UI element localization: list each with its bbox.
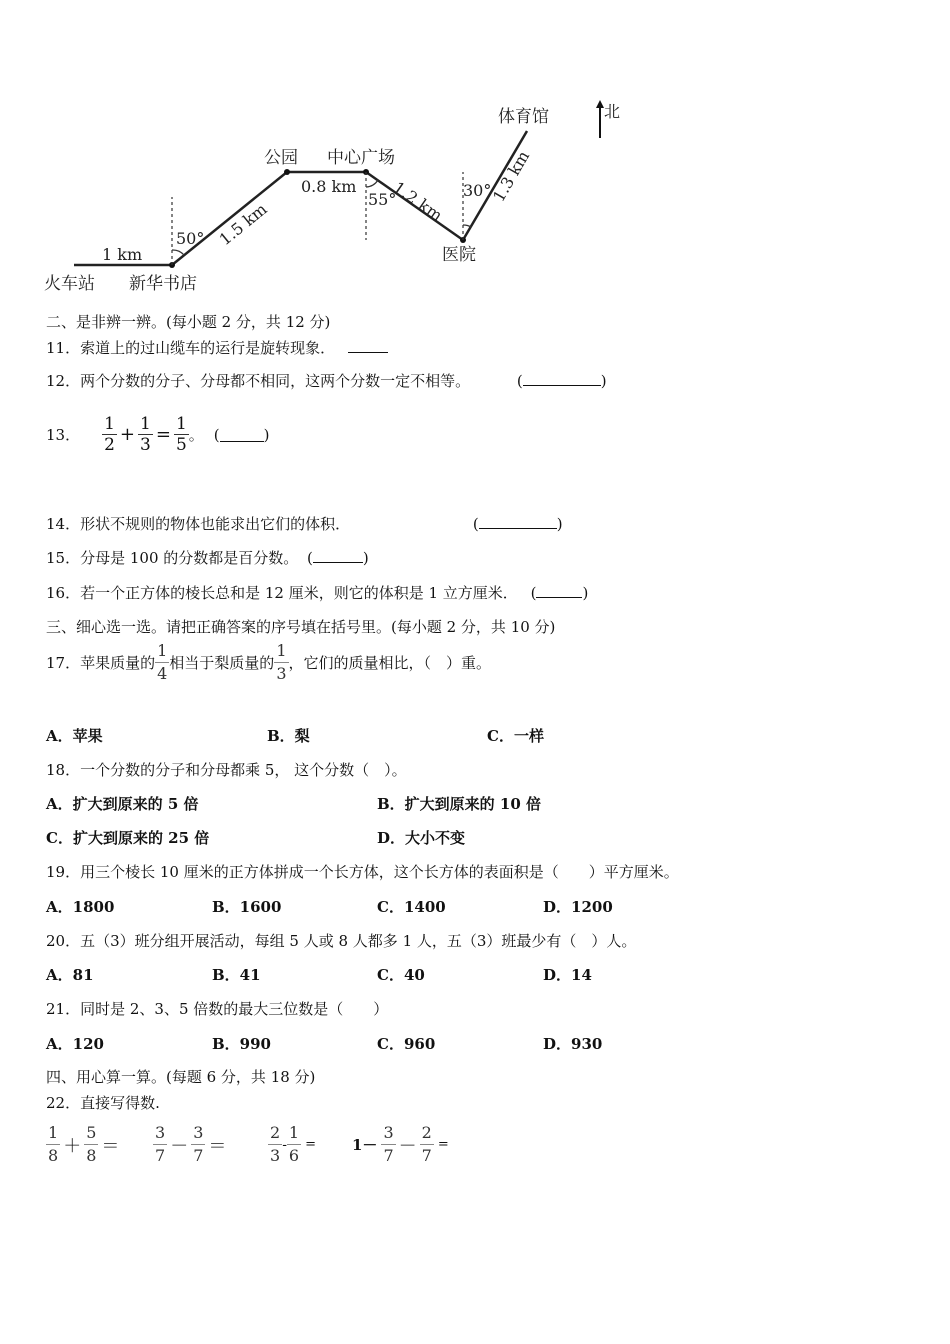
option-d[interactable]: D．大小不变	[377, 829, 466, 847]
question-text: 分母是 100 的分数都是百分数。	[80, 549, 299, 567]
paren-close: )	[600, 372, 607, 390]
question-number: 15．	[46, 549, 81, 567]
question-number: 20．	[46, 932, 81, 950]
equals-sign: =	[155, 424, 171, 445]
station-stadium: 体育馆	[498, 107, 549, 127]
option-d[interactable]: D．930	[543, 1035, 603, 1053]
question-text: 用三个棱长 10 厘米的正方体拼成一个长方体，这个长方体的表面积是（ ）平方厘米。	[80, 863, 679, 881]
fraction: 3 7	[155, 1123, 166, 1165]
expression-4	[352, 1122, 449, 1167]
question-text: 一个分数的分子和分母都乘 5， 这个分数（ ）。	[80, 761, 407, 779]
fraction: $\frac{1}{3}$	[140, 414, 151, 455]
question-19	[46, 861, 679, 882]
fraction: $\frac{1}{6}$	[288, 1123, 300, 1165]
distance-label: 1.5 km	[215, 199, 271, 250]
question-number: 12．	[46, 372, 81, 390]
paren-open: (	[530, 584, 537, 602]
paren-open: (	[516, 372, 523, 390]
route-map	[0, 90, 700, 305]
north-label: 北	[604, 102, 621, 121]
operator: －	[398, 1135, 417, 1157]
question-text: 五（3）班分组开展活动，每组 5 人或 8 人都多 1 人，五（3）班最少有（ ）人。	[80, 932, 637, 950]
fraction: 5 8	[86, 1123, 97, 1165]
option-c[interactable]: C．一样	[487, 727, 544, 745]
option-c[interactable]: C．扩大到原来的 25 倍	[46, 829, 210, 847]
station-hospital: 医院	[442, 245, 476, 265]
question-number: 13．	[46, 426, 81, 444]
distance-label: 1.2 km	[389, 177, 446, 226]
angle-arc	[172, 250, 184, 255]
expression-2	[153, 1122, 229, 1167]
answer-blank[interactable]	[523, 371, 601, 386]
answer-blank[interactable]	[220, 427, 264, 442]
angle-label: 30°	[463, 181, 492, 200]
question-number: 18．	[46, 761, 81, 779]
north-arrow-head	[596, 100, 604, 108]
angle-arc	[366, 180, 378, 187]
question-number: 16．	[46, 584, 81, 602]
question-number: 11．	[46, 339, 81, 357]
option-b[interactable]: B．41	[212, 966, 261, 984]
section3-header: 三、细心选一选。请把正确答案的序号填在括号里。(每小题 2 分，共 10 分)	[46, 618, 556, 636]
question-text: 索道上的过山缆车的运行是旋转现象．	[80, 339, 336, 357]
fraction: $\frac{1}{2}$	[104, 414, 115, 455]
paren-open: (	[213, 425, 220, 444]
question-text: 若一个正方体的棱长总和是 12 厘米，则它的体积是 1 立方厘米．	[80, 584, 518, 602]
fraction: $\frac{1}{5}$	[175, 414, 187, 455]
question-number: 21．	[46, 1000, 81, 1018]
option-b[interactable]: B．1600	[212, 898, 282, 916]
question-text: 直接写得数.	[80, 1094, 160, 1112]
option-a[interactable]: A．扩大到原来的 5 倍	[46, 795, 199, 813]
distance-label: 0.8 km	[301, 177, 357, 196]
station-plaza: 中心广场	[327, 148, 395, 168]
question-11	[46, 337, 388, 358]
operator: -	[282, 1136, 287, 1153]
fraction: $\frac{2}{7}$	[421, 1123, 432, 1165]
question-text: 两个分数的分子、分母都不相同，这两个分数一定不相等。	[80, 372, 471, 390]
paren-close: )	[362, 549, 369, 567]
option-a[interactable]: A．苹果	[46, 727, 103, 745]
question-12	[46, 370, 607, 391]
distance-label: 1.3 km	[489, 147, 534, 205]
paren-close: )	[263, 425, 270, 444]
fraction: 2 3	[270, 1123, 281, 1165]
paren-close: )	[556, 515, 563, 533]
equals-sign: =	[437, 1137, 449, 1152]
question-13	[46, 414, 270, 455]
equals-sign: =	[305, 1137, 317, 1152]
question-number: 19．	[46, 863, 81, 881]
question-text: ，它们的质量相比，（ ）重。	[288, 654, 492, 672]
equals-sign: ＝	[208, 1135, 227, 1157]
question-22	[46, 1092, 160, 1113]
option-b[interactable]: B．梨	[267, 727, 310, 745]
section4-header: 四、用心算一算。(每题 6 分，共 18 分)	[46, 1068, 316, 1086]
plus-sign: +	[119, 424, 136, 445]
angle-label: 50°	[176, 229, 205, 248]
answer-blank[interactable]	[348, 338, 388, 353]
expression-1	[46, 1122, 122, 1167]
question-number: 14．	[46, 515, 81, 533]
option-c[interactable]: C．1400	[377, 898, 446, 916]
question-15	[46, 547, 369, 568]
section2-header: 二、是非辨一辨。(每小题 2 分，共 12 分)	[46, 313, 331, 331]
expression-3	[268, 1122, 316, 1167]
answer-blank[interactable]	[313, 548, 363, 563]
option-d[interactable]: D．14	[543, 966, 592, 984]
station-dot	[284, 169, 290, 175]
question-text: 形状不规则的物体也能求出它们的体积．	[80, 515, 351, 533]
option-a[interactable]: A．120	[46, 1035, 104, 1053]
question-18	[46, 759, 407, 780]
angle-label: 55°	[368, 190, 397, 209]
period: 。	[188, 426, 204, 444]
expression-lead: 1－	[352, 1136, 378, 1154]
option-a[interactable]: A．1800	[46, 898, 115, 916]
answer-blank[interactable]	[536, 583, 582, 598]
fraction: 1 3	[276, 641, 287, 683]
answer-blank[interactable]	[479, 514, 557, 529]
question-21	[46, 998, 388, 1019]
fraction: 3 7	[383, 1123, 394, 1165]
fraction: 1 4	[157, 641, 168, 683]
station-park: 公园	[264, 148, 298, 168]
question-16	[46, 582, 588, 603]
angle-arc	[463, 225, 471, 227]
paren-open: (	[307, 549, 313, 567]
fraction: 1 8	[48, 1123, 59, 1165]
question-text: 同时是 2、3、5 倍数的最大三位数是（ ）	[80, 1000, 389, 1018]
question-20	[46, 930, 636, 951]
fraction: 3 7	[193, 1123, 204, 1165]
option-b[interactable]: B．扩大到原来的 10 倍	[377, 795, 541, 813]
station-train: 火车站	[44, 274, 95, 294]
station-bookstore: 新华书店	[129, 274, 197, 294]
distance-label: 1 km	[102, 245, 143, 264]
question-text: 苹果质量的	[80, 654, 156, 672]
question-number: 17．	[46, 654, 81, 672]
option-a[interactable]: A．81	[46, 966, 94, 984]
question-number: 22．	[46, 1094, 81, 1112]
paren-close: )	[582, 584, 589, 602]
option-b[interactable]: B．990	[212, 1035, 271, 1053]
option-d[interactable]: D．1200	[543, 898, 613, 916]
question-17	[46, 640, 491, 685]
option-c[interactable]: C．40	[377, 966, 425, 984]
operator: －	[170, 1135, 189, 1157]
question-text: 相当于梨质量的	[169, 654, 275, 672]
option-c[interactable]: C．960	[377, 1035, 436, 1053]
equals-sign: ＝	[101, 1135, 120, 1157]
paren-open: (	[472, 515, 479, 533]
operator: ＋	[63, 1135, 82, 1157]
question-14	[46, 513, 563, 534]
